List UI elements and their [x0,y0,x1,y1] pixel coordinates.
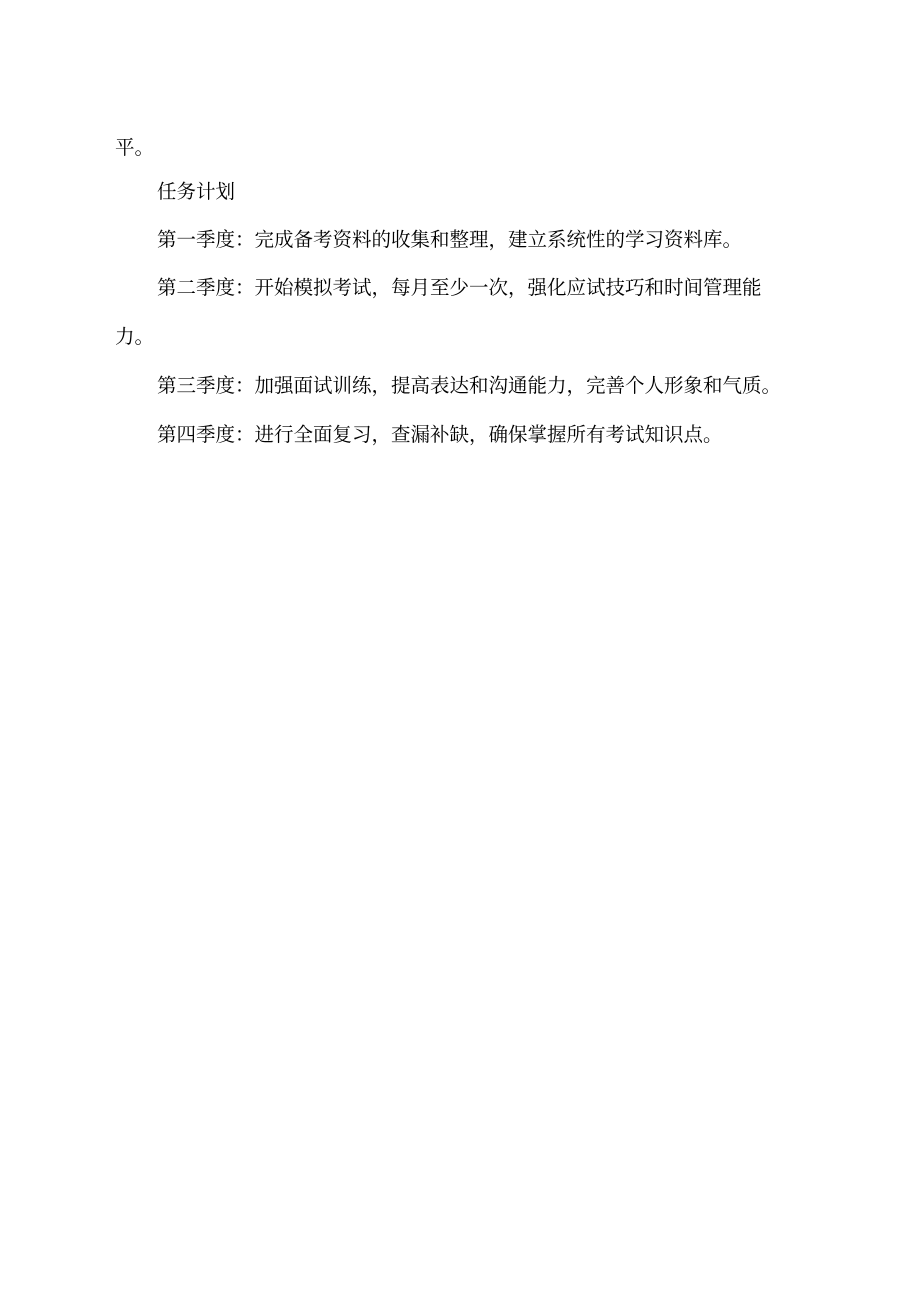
paragraph-continuation: 平。 [115,136,155,159]
paragraph-q2-continuation: 力。 [115,325,155,348]
section-heading-task-plan: 任务计划 [157,180,236,203]
paragraph-q4: 第四季度：进行全面复习，查漏补缺，确保掌握所有考试知识点。 [157,423,723,446]
paragraph-q1: 第一季度：完成备考资料的收集和整理，建立系统性的学习资料库。 [157,228,743,251]
paragraph-q2: 第二季度：开始模拟考试，每月至少一次，强化应试技巧和时间管理能 [157,276,762,299]
paragraph-q3: 第三季度：加强面试训练，提高表达和沟通能力，完善个人形象和气质。 [157,374,782,397]
